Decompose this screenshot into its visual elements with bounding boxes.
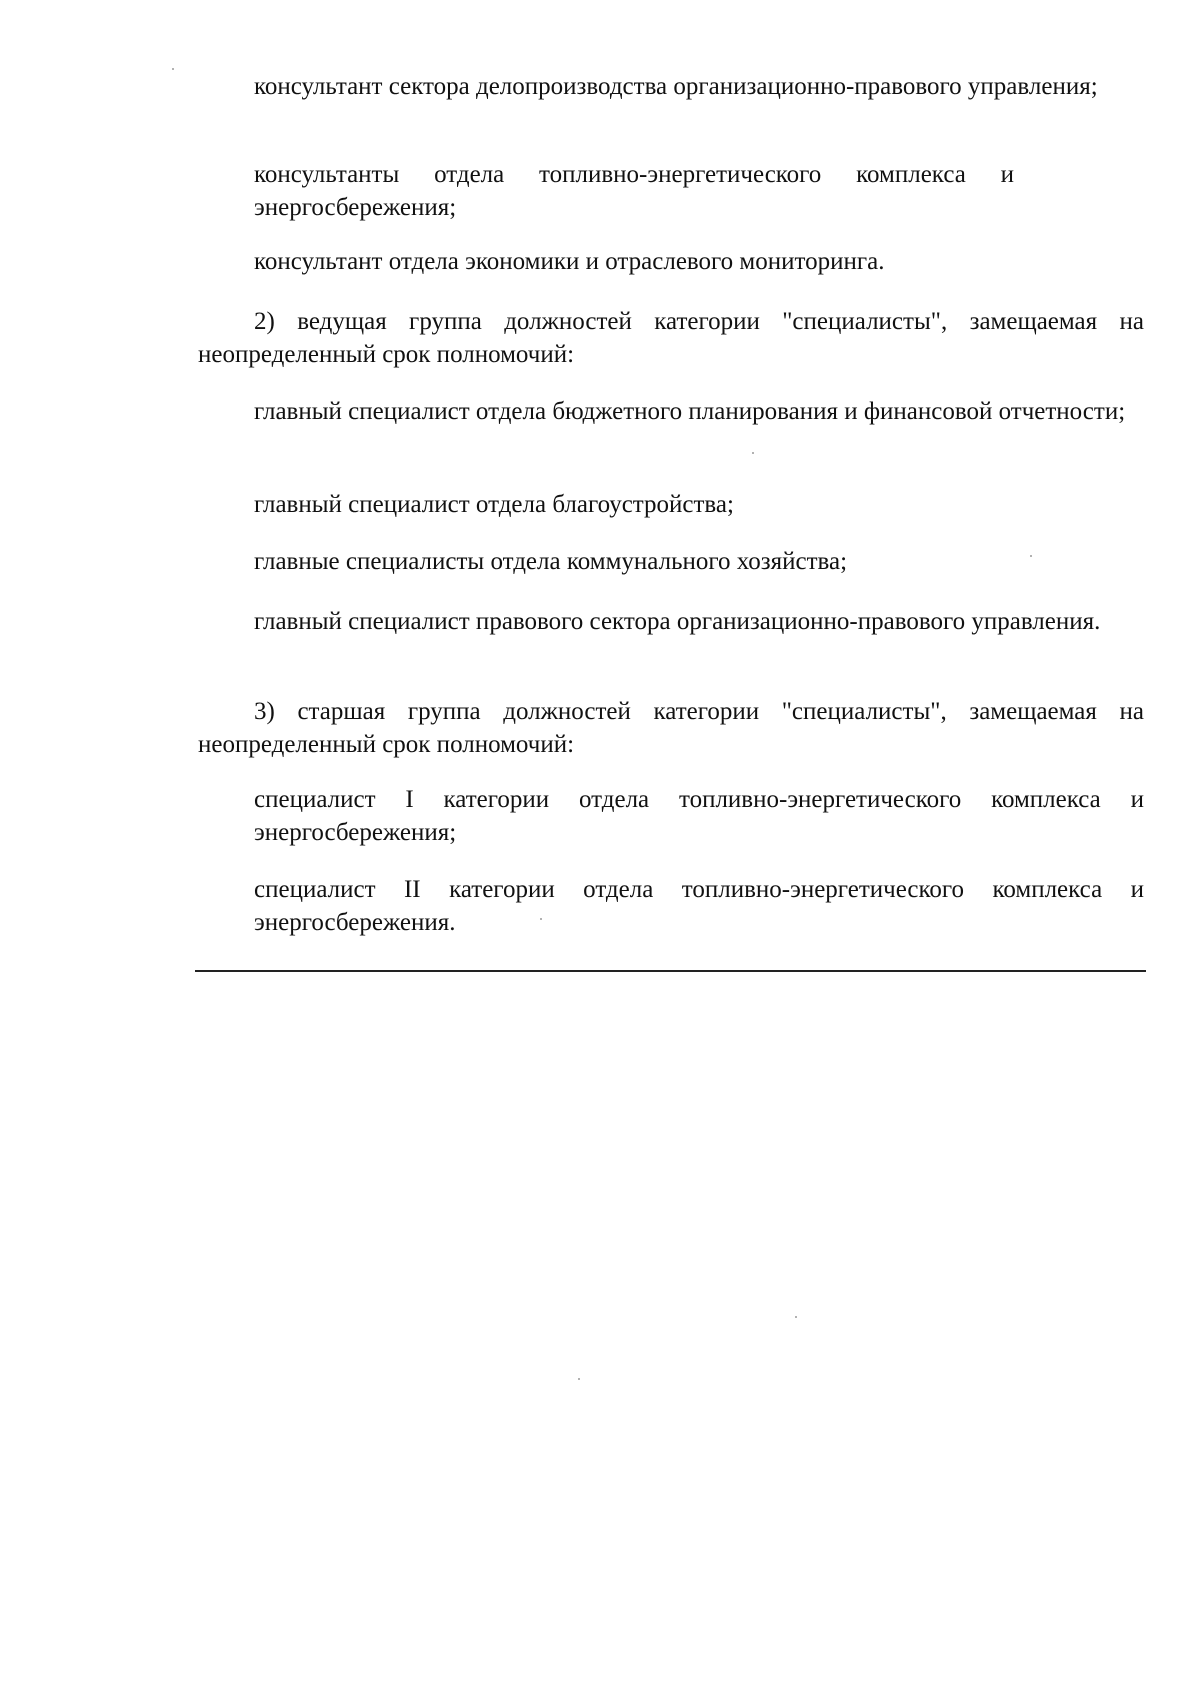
scan-speck (172, 68, 174, 70)
paragraph-leading-group-heading: 2) ведущая группа должностей категории "специалисты", замещаемая на неопределенный срок полномочий: (198, 308, 1144, 368)
paragraph-specialist-second-category: специалист II категории отдела топливно-энергетического комплекса и энергосбережения. (254, 876, 1144, 936)
paragraph-consultants-fuel-energy: консультанты отдела топливно-энергетического комплекса и энергосбережения; (254, 161, 1014, 221)
paragraph-chief-legal-sector: главный специалист правового сектора организационно-правового управления. (254, 608, 1101, 635)
paragraph-chief-communal-services: главные специалисты отдела коммунального хозяйства; (254, 548, 848, 575)
scan-speck (540, 918, 542, 920)
end-of-document-rule (195, 970, 1146, 972)
paragraph-chief-landscaping: главный специалист отдела благоустройства; (254, 491, 734, 518)
paragraph-consultant-economics: консультант отдела экономики и отраслевого мониторинга. (254, 248, 885, 275)
scan-speck (752, 452, 754, 454)
scan-speck (578, 1378, 580, 1380)
paragraph-chief-budget-planning: главный специалист отдела бюджетного планирования и финансовой отчетности; (254, 398, 1126, 425)
paragraph-senior-group-heading: 3) старшая группа должностей категории "специалисты", замещаемая на неопределенный срок полномочий: (198, 698, 1144, 758)
scan-speck (1030, 555, 1032, 557)
paragraph-consultant-records-sector: консультант сектора делопроизводства организационно-правового управления; (254, 73, 1098, 100)
paragraph-specialist-first-category: специалист I категории отдела топливно-энергетического комплекса и энергосбережения; (254, 786, 1144, 846)
scan-speck (795, 1316, 797, 1318)
